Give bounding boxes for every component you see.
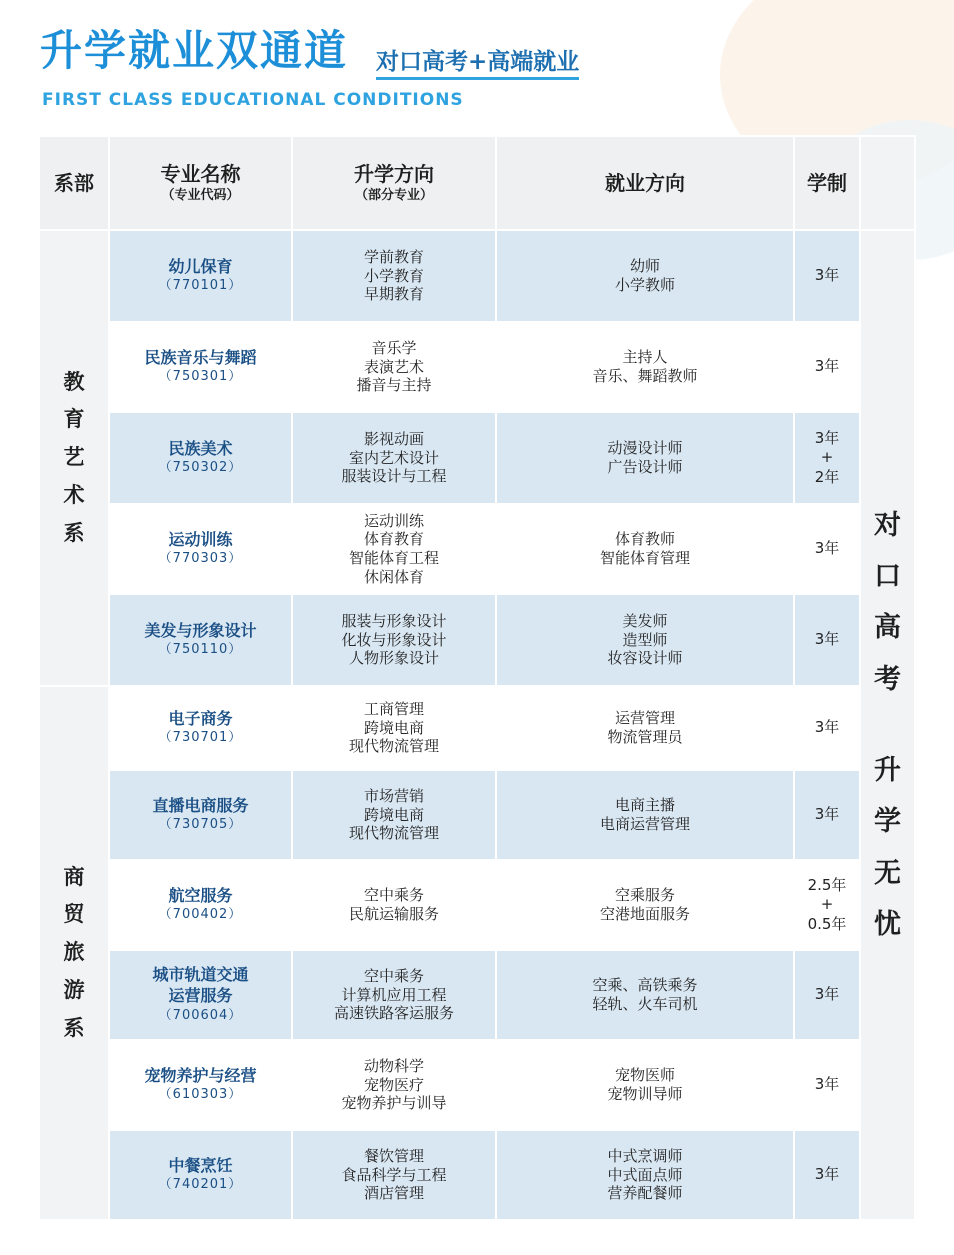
header-study: 升学方向 （部分专业） <box>293 137 495 229</box>
years-cell: 3年 <box>795 323 859 411</box>
page-subtitle: 对口高考+高端就业 <box>376 50 579 80</box>
major-name: 民族音乐与舞蹈 <box>144 347 257 367</box>
major-name: 中餐烹饪 <box>168 1155 233 1175</box>
major-code: （730701） <box>158 730 243 746</box>
study-direction-cell: 市场营销 跨境电商 现代物流管理 <box>293 771 495 859</box>
job-direction-cell: 中式烹调师 中式面点师 营养配餐师 <box>497 1131 793 1219</box>
table-row <box>40 595 914 685</box>
table-row <box>40 1041 914 1129</box>
page-title: 升学就业双通道 <box>40 26 349 75</box>
major-code: （750301） <box>158 369 243 385</box>
majors-table <box>38 135 916 1221</box>
job-direction-cell: 电商主播 电商运营管理 <box>497 771 793 859</box>
header-job: 就业方向 <box>497 137 793 229</box>
major-cell <box>110 413 291 503</box>
major-name: 民族美术 <box>168 438 233 458</box>
major-code: （750110） <box>158 642 243 658</box>
table-row <box>40 861 914 949</box>
job-direction-cell: 运营管理 物流管理员 <box>497 687 793 769</box>
table-row <box>40 1131 914 1219</box>
study-direction-cell: 学前教育 小学教育 早期教育 <box>293 231 495 321</box>
major-cell <box>110 1041 291 1129</box>
study-direction-cell: 服装与形象设计 化妆与形象设计 人物形象设计 <box>293 595 495 685</box>
major-code: （730705） <box>158 817 243 833</box>
job-direction-cell: 美发师 造型师 妆容设计师 <box>497 595 793 685</box>
major-cell <box>110 951 291 1039</box>
study-direction-cell: 影视动画 室内艺术设计 服装设计与工程 <box>293 413 495 503</box>
major-name: 幼儿保育 <box>168 256 233 276</box>
table-row <box>40 323 914 411</box>
years-cell: 3年 <box>795 771 859 859</box>
major-code: （770303） <box>158 551 243 567</box>
years-cell: 3年 <box>795 595 859 685</box>
years-cell: 3年 <box>795 687 859 769</box>
study-direction-cell: 音乐学 表演艺术 播音与主持 <box>293 323 495 411</box>
side-slogan: 对口高考 升学无忧 <box>861 231 914 1219</box>
years-cell: 3年 <box>795 1041 859 1129</box>
header-years: 学制 <box>795 137 859 229</box>
major-code: （700604） <box>158 1007 243 1023</box>
table-row <box>40 771 914 859</box>
job-direction-cell: 空乘服务 空港地面服务 <box>497 861 793 949</box>
major-cell <box>110 687 291 769</box>
major-cell <box>110 323 291 411</box>
job-direction-cell: 宠物医师 宠物训导师 <box>497 1041 793 1129</box>
years-cell: 3年 <box>795 231 859 321</box>
department-cell: 教育艺术系 <box>40 231 108 685</box>
study-direction-cell: 工商管理 跨境电商 现代物流管理 <box>293 687 495 769</box>
department-cell: 商贸旅游系 <box>40 687 108 1219</box>
major-code: （700402） <box>158 907 243 923</box>
job-direction-cell: 体育教师 智能体育管理 <box>497 505 793 593</box>
major-name: 美发与形象设计 <box>144 620 257 640</box>
header-side <box>861 137 914 229</box>
job-direction-cell: 主持人 音乐、舞蹈教师 <box>497 323 793 411</box>
major-name: 电子商务 <box>168 708 233 728</box>
header-major: 专业名称 （专业代码） <box>110 137 291 229</box>
major-code: （770101） <box>158 278 243 294</box>
study-direction-cell: 餐饮管理 食品科学与工程 酒店管理 <box>293 1131 495 1219</box>
major-code: （740201） <box>158 1177 243 1193</box>
table-row <box>40 951 914 1039</box>
study-direction-cell: 空中乘务 民航运输服务 <box>293 861 495 949</box>
years-cell: 3年 <box>795 951 859 1039</box>
job-direction-cell: 幼师 小学教师 <box>497 231 793 321</box>
english-subtitle: FIRST CLASS EDUCATIONAL CONDITIONS <box>42 90 464 110</box>
major-cell <box>110 861 291 949</box>
table-row <box>40 687 914 769</box>
major-name: 宠物养护与经营 <box>144 1065 257 1085</box>
years-cell: 3年 <box>795 505 859 593</box>
table-row <box>40 505 914 593</box>
job-direction-cell: 空乘、高铁乘务 轻轨、火车司机 <box>497 951 793 1039</box>
years-cell: 2.5年 + 0.5年 <box>795 861 859 949</box>
major-name: 直播电商服务 <box>152 795 249 815</box>
study-direction-cell: 动物科学 宠物医疗 宠物养护与训导 <box>293 1041 495 1129</box>
table-row <box>40 413 914 503</box>
header-dept: 系部 <box>40 137 108 229</box>
major-cell <box>110 595 291 685</box>
years-cell: 3年 + 2年 <box>795 413 859 503</box>
job-direction-cell: 动漫设计师 广告设计师 <box>497 413 793 503</box>
study-direction-cell: 空中乘务 计算机应用工程 高速铁路客运服务 <box>293 951 495 1039</box>
study-direction-cell: 运动训练 体育教育 智能体育工程 休闲体育 <box>293 505 495 593</box>
major-name: 运营服务 <box>168 985 233 1005</box>
major-cell <box>110 231 291 321</box>
major-cell <box>110 505 291 593</box>
table-row <box>40 231 914 321</box>
major-code: （610303） <box>158 1087 243 1103</box>
years-cell: 3年 <box>795 1131 859 1219</box>
major-name: 城市轨道交通 <box>152 965 249 985</box>
major-cell <box>110 1131 291 1219</box>
major-name: 运动训练 <box>168 529 233 549</box>
major-name: 航空服务 <box>168 885 233 905</box>
major-code: （750302） <box>158 460 243 476</box>
major-cell <box>110 771 291 859</box>
